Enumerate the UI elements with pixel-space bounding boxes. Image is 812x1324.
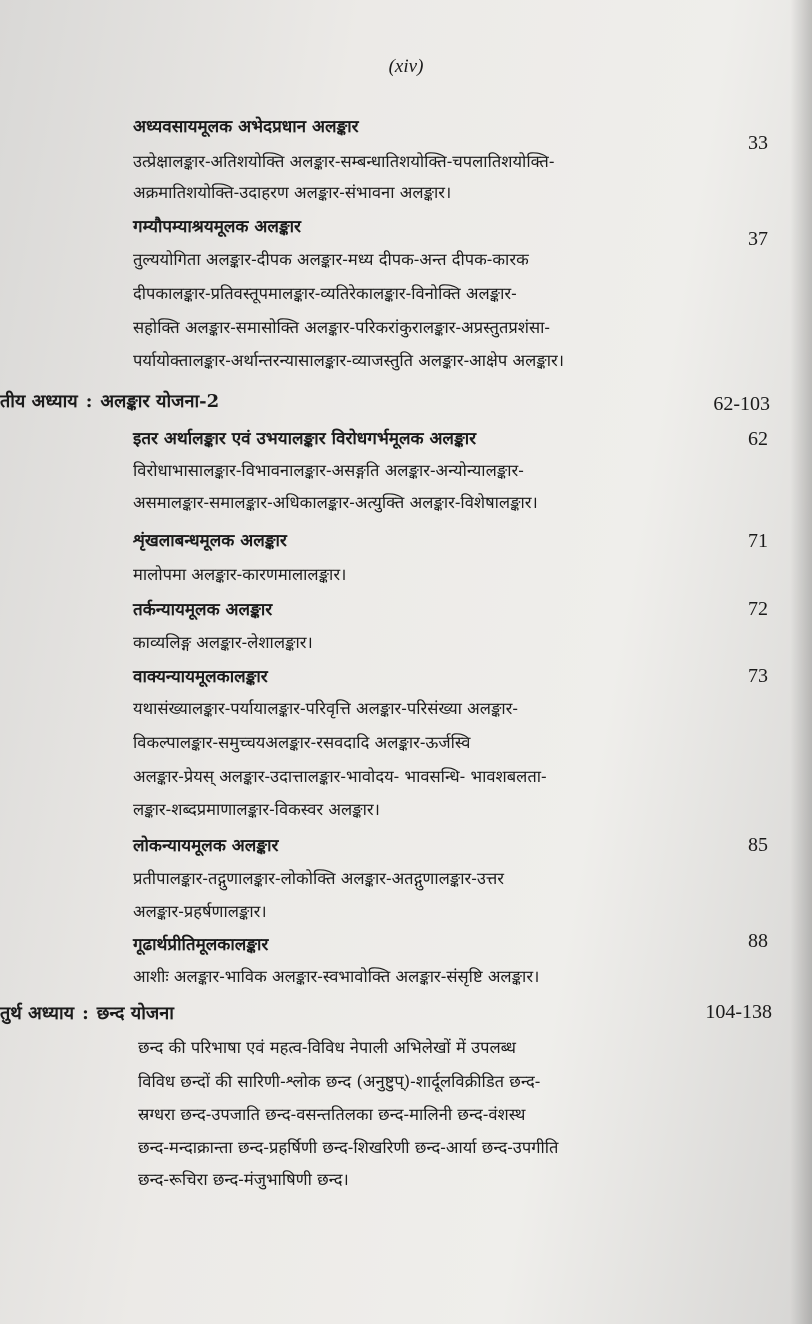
- section-line: उत्प्रेक्षालङ्कार-अतिशयोक्ति अलङ्कार-सम्बन्धातिशयोक्ति-चपलातिशयोक्ति-: [133, 152, 555, 171]
- section-line: विकल्पालङ्कार-समुच्चयअलङ्कार-रसवदादि अलङ्कार-ऊर्जस्वि: [133, 733, 471, 752]
- section-line: असमालङ्कार-समालङ्कार-अधिकालङ्कार-अत्युक्ति अलङ्कार-विशेषालङ्कार।: [133, 493, 538, 512]
- chapter-page-range: 62-103: [713, 393, 770, 415]
- section-page-number: 72: [748, 598, 768, 620]
- section-line: काव्यलिङ्ग अलङ्कार-लेशालङ्कार।: [133, 633, 313, 652]
- section-page-number: 37: [748, 228, 768, 250]
- chapter-title: छन्द योजना: [96, 1003, 174, 1024]
- chapter-separator: :: [85, 391, 93, 412]
- section-heading: तर्कन्यायमूलक अलङ्कार: [133, 600, 273, 620]
- section-line: अलङ्कार-प्रेयस् अलङ्कार-उदात्तालङ्कार-भावोदय- भावसन्धि- भावशबलता-: [133, 767, 547, 786]
- chapter-page-range: 104-138: [705, 1001, 772, 1023]
- section-line: विरोधाभासालङ्कार-विभावनालङ्कार-असङ्गति अलङ्कार-अन्योन्यालङ्कार-: [133, 461, 524, 480]
- section-line: अक्रमातिशयोक्ति-उदाहरण अलङ्कार-संभावना अलङ्कार।: [133, 183, 452, 202]
- section-heading: अध्यवसायमूलक अभेदप्रधान अलङ्कार: [133, 117, 359, 137]
- section-page-number: 88: [748, 930, 768, 952]
- chapter-line: छन्द की परिभाषा एवं महत्व-विविध नेपाली अभिलेखों में उपलब्ध: [138, 1038, 516, 1057]
- chapter-label: तुर्थ अध्याय: [0, 1003, 75, 1024]
- section-heading: इतर अर्थालङ्कार एवं उभयालङ्कार विरोधगर्भमूलक अलङ्कार: [133, 429, 477, 449]
- section-line: पर्यायोक्तालङ्कार-अर्थान्तरन्यासालङ्कार-व्याजस्तुति अलङ्कार-आक्षेप अलङ्कार।: [133, 351, 564, 370]
- section-heading: लोकन्यायमूलक अलङ्कार: [133, 836, 279, 856]
- section-line: सहोक्ति अलङ्कार-समासोक्ति अलङ्कार-परिकरांकुरालङ्कार-अप्रस्तुतप्रशंसा-: [133, 318, 550, 337]
- chapter-title: अलङ्कार योजना-2: [100, 391, 220, 412]
- section-heading: गूढार्थप्रीतिमूलकालङ्कार: [133, 935, 269, 955]
- chapter-label: तीय अध्याय: [0, 391, 78, 412]
- section-page-number: 62: [748, 428, 768, 450]
- section-heading: गम्यौपम्याश्रयमूलक अलङ्कार: [133, 217, 301, 237]
- section-line: मालोपमा अलङ्कार-कारणमालालङ्कार।: [133, 565, 347, 584]
- chapter-line: विविध छन्दों की सारिणी-श्लोक छन्द (अनुष्टुप्)-शार्दूलविक्रीडित छन्द-: [138, 1072, 541, 1091]
- page-edge-shadow: [790, 0, 812, 1324]
- section-line: प्रतीपालङ्कार-तद्गुणालङ्कार-लोकोक्ति अलङ्कार-अतद्गुणालङ्कार-उत्तर: [133, 869, 505, 888]
- chapter-heading: [0, 389, 219, 413]
- chapter-line: छन्द-रूचिरा छन्द-मंजुभाषिणी छन्द।: [138, 1170, 349, 1189]
- section-heading: शृंखलाबन्धमूलक अलङ्कार: [133, 531, 287, 551]
- section-line: आशीः अलङ्कार-भाविक अलङ्कार-स्वभावोक्ति अलङ्कार-संसृष्टि अलङ्कार।: [133, 967, 540, 986]
- page-number: (xiv): [388, 56, 424, 77]
- section-line: दीपकालङ्कार-प्रतिवस्तूपमालङ्कार-व्यतिरेकालङ्कार-विनोक्ति अलङ्कार-: [133, 284, 517, 303]
- section-page-number: 33: [748, 132, 768, 154]
- section-line: लङ्कार-शब्दप्रमाणालङ्कार-विकस्वर अलङ्कार।: [133, 800, 380, 819]
- chapter-line: छन्द-मन्दाक्रान्ता छन्द-प्रहर्षिणी छन्द-शिखरिणी छन्द-आर्या छन्द-उपगीति: [138, 1138, 559, 1157]
- section-line: तुल्ययोगिता अलङ्कार-दीपक अलङ्कार-मध्य दीपक-अन्त दीपक-कारक: [133, 250, 529, 269]
- section-page-number: 71: [748, 530, 768, 552]
- chapter-heading: [0, 1001, 174, 1025]
- chapter-separator: :: [82, 1003, 89, 1024]
- section-page-number: 73: [748, 665, 768, 687]
- section-page-number: 85: [748, 834, 768, 856]
- section-line: यथासंख्यालङ्कार-पर्यायालङ्कार-परिवृत्ति अलङ्कार-परिसंख्या अलङ्कार-: [133, 699, 518, 718]
- section-line: अलङ्कार-प्रहर्षणालङ्कार।: [133, 902, 267, 921]
- section-heading: वाक्यन्यायमूलकालङ्कार: [133, 667, 268, 687]
- chapter-line: स्रग्धरा छन्द-उपजाति छन्द-वसन्ततिलका छन्द-मालिनी छन्द-वंशस्थ: [138, 1105, 526, 1124]
